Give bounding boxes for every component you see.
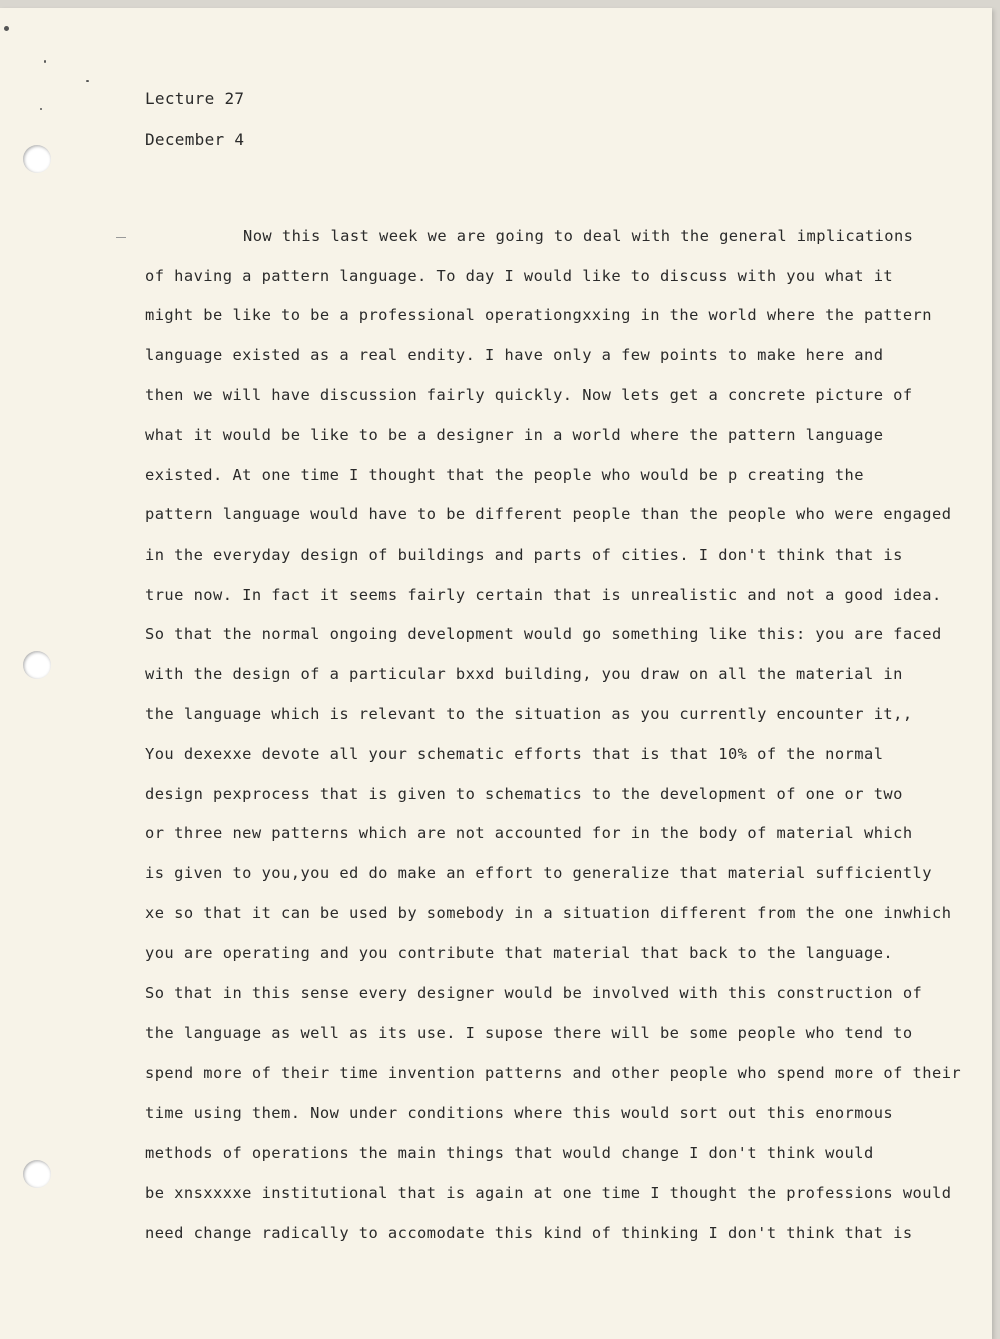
text-line: in the everyday design of buildings and parts of cities. I don't think that is [145,546,903,564]
text-line: You dexexxe devote all your schematic efforts that is that 10% of the normal [145,745,884,763]
text-line: existed. At one time I thought that the people who would be p creating the [145,466,864,484]
text-line: the language which is relevant to the situation as you currently encounter it,, [145,705,913,723]
text-line: So that the normal ongoing development would go something like this: you are faced [145,625,942,643]
text-line: spend more of their time invention patterns and other people who spend more of their [145,1064,962,1082]
binder-hole-top [23,145,51,173]
margin-mark [116,237,126,238]
text-line: xe so that it can be used by somebody in a situation different from the one inwhich [145,904,952,922]
paper-speck [44,60,46,63]
text-line: you are operating and you contribute that material that back to the language. [145,944,894,962]
lecture-title: Lecture 27 [145,89,245,108]
document-page [0,8,992,1339]
text-line: time using them. Now under conditions where this would sort out this enormous [145,1104,894,1122]
binder-hole-bottom [23,1160,51,1188]
paper-speck [4,26,9,31]
text-line: what it would be like to be a designer in a world where the pattern language [145,426,884,444]
text-line: language existed as a real endity. I have only a few points to make here and [145,346,884,364]
lecture-date: December 4 [145,130,245,149]
text-line: of having a pattern language. To day I would like to discuss with you what it [145,267,894,285]
text-line: or three new patterns which are not accounted for in the body of material which [145,824,913,842]
text-line: methods of operations the main things that would change I don't think would [145,1144,874,1162]
binder-hole-middle [23,651,51,679]
paper-speck [86,80,89,82]
text-line: true now. In fact it seems fairly certain that is unrealistic and not a good idea. [145,586,942,604]
text-line: with the design of a particular bxxd building, you draw on all the material in [145,665,903,683]
paper-speck [40,108,42,110]
text-line: So that in this sense every designer would be involved with this construction of [145,984,923,1002]
text-line: need change radically to accomodate this kind of thinking I don't think that is [145,1224,913,1242]
text-line: pattern language would have to be different people than the people who were engaged [145,505,952,523]
text-line: Now this last week we are going to deal with the general implications [243,227,914,245]
text-line: then we will have discussion fairly quickly. Now lets get a concrete picture of [145,386,913,404]
text-line: design pexprocess that is given to schematics to the development of one or two [145,785,903,803]
text-line: is given to you,you ed do make an effort to generalize that material sufficiently [145,864,932,882]
text-line: the language as well as its use. I supose there will be some people who tend to [145,1024,913,1042]
text-line: might be like to be a professional operationgxxing in the world where the pattern [145,306,932,324]
text-line: be xnsxxxxe institutional that is again at one time I thought the professions would [145,1184,952,1202]
